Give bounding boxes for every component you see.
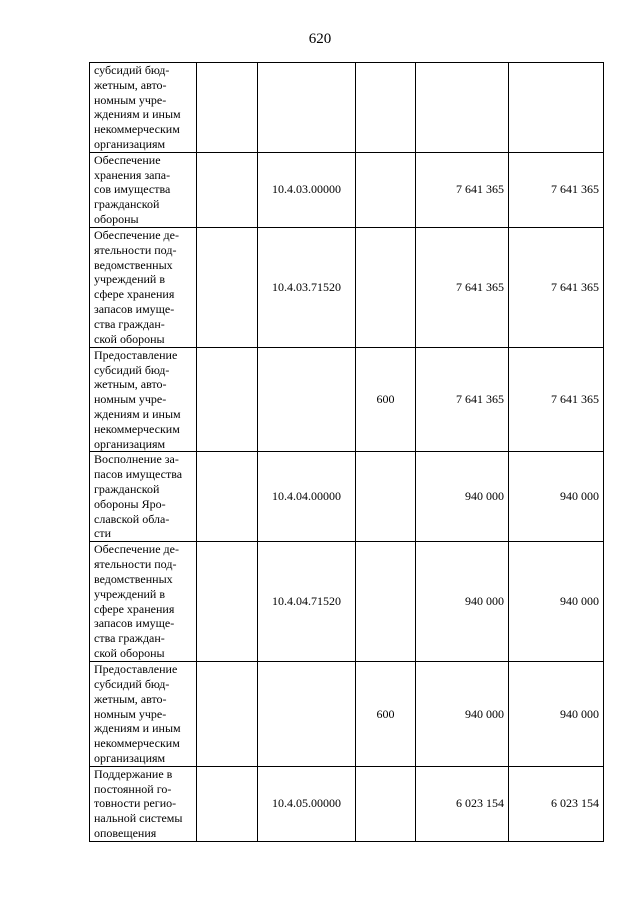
item-name-line: субсидий бюд- <box>94 676 170 691</box>
item-name-line: некоммерческим <box>94 122 180 137</box>
table-row <box>90 347 604 452</box>
amount-cell-2: 7 641 365 <box>509 347 604 452</box>
amount-cell-1: 7 641 365 <box>416 152 509 227</box>
amount-cell-1: 940 000 <box>416 452 509 542</box>
item-name-line: номным учре- <box>94 392 167 407</box>
target-article-code-cell: 10.4.03.00000 <box>258 152 356 227</box>
item-name-line: номным учре- <box>94 706 167 721</box>
item-name-line: Обеспечение де- <box>94 228 179 243</box>
item-name-line: пасов имущества <box>94 467 183 482</box>
item-name-cell <box>90 452 197 542</box>
item-name-line: некоммерческим <box>94 736 180 751</box>
amount-cell-2 <box>509 63 604 153</box>
table-row <box>90 227 604 347</box>
item-name-line: ской обороны <box>94 331 165 346</box>
table-row <box>90 63 604 153</box>
amount-cell-1: 7 641 365 <box>416 227 509 347</box>
amount-cell-1 <box>416 63 509 153</box>
target-article-code-cell: 10.4.04.00000 <box>258 452 356 542</box>
item-name-line: Обеспечение <box>94 152 161 167</box>
item-name-cell <box>90 542 197 662</box>
item-name-line: запасов имуще- <box>94 302 175 317</box>
item-name-line: организациям <box>94 750 166 765</box>
item-name-line: сфере хранения <box>94 601 175 616</box>
target-article-code-cell: 10.4.05.00000 <box>258 766 356 841</box>
item-name-line: Восполнение за- <box>94 452 179 467</box>
item-name-line: Обеспечение де- <box>94 542 179 557</box>
target-article-code-cell: 10.4.04.71520 <box>258 542 356 662</box>
item-name-line: сов имущества <box>94 182 171 197</box>
item-name-line: Предоставление <box>94 347 178 362</box>
expense-type-cell: 600 <box>356 347 416 452</box>
page-number: 620 <box>308 31 332 47</box>
item-name-line: сфере хранения <box>94 287 175 302</box>
expense-type-cell <box>356 152 416 227</box>
expense-type-cell <box>356 452 416 542</box>
empty-cell <box>197 347 258 452</box>
item-name-line: ждениям и иным <box>94 721 181 736</box>
empty-cell <box>197 542 258 662</box>
item-name-cell <box>90 662 197 767</box>
item-name-line: ства граждан- <box>94 316 165 331</box>
table-row <box>90 152 604 227</box>
item-name-line: запасов имуще- <box>94 616 175 631</box>
item-name-line: учреждений в <box>94 586 166 601</box>
item-name-line: субсидий бюд- <box>94 63 170 77</box>
item-name-line: обороны <box>94 211 139 226</box>
item-name-line: славской обла- <box>94 511 170 526</box>
amount-cell-2: 6 023 154 <box>509 766 604 841</box>
target-article-code-cell <box>258 347 356 452</box>
empty-cell <box>197 452 258 542</box>
item-name-line: ведомственных <box>94 257 173 272</box>
item-name-line: жетным, авто- <box>94 377 167 392</box>
table-body <box>90 63 604 842</box>
item-name-cell <box>90 63 197 153</box>
item-name-line: хранения запа- <box>94 167 171 182</box>
item-name-cell <box>90 152 197 227</box>
item-name-line: гражданской <box>94 197 160 212</box>
expense-type-cell <box>356 766 416 841</box>
amount-cell-1: 940 000 <box>416 542 509 662</box>
expense-type-cell <box>356 227 416 347</box>
item-name-line: Поддержание в <box>94 766 173 781</box>
amount-cell-1: 6 023 154 <box>416 766 509 841</box>
item-name-cell <box>90 766 197 841</box>
budget-table <box>89 62 604 842</box>
table-row <box>90 542 604 662</box>
item-name-line: товности регио- <box>94 796 177 811</box>
item-name-line: обороны Яро- <box>94 496 166 511</box>
item-name-line: ятельности под- <box>94 242 177 257</box>
expense-type-cell <box>356 542 416 662</box>
target-article-code-cell <box>258 63 356 153</box>
item-name-line: жетным, авто- <box>94 77 167 92</box>
empty-cell <box>197 227 258 347</box>
table-row <box>90 452 604 542</box>
empty-cell <box>197 152 258 227</box>
item-name-line: ства граждан- <box>94 631 165 646</box>
item-name-line: ждениям и иным <box>94 107 181 122</box>
table-row <box>90 766 604 841</box>
item-name-line: организациям <box>94 136 166 151</box>
amount-cell-2: 940 000 <box>509 542 604 662</box>
item-name-line: оповещения <box>94 825 157 840</box>
empty-cell <box>197 766 258 841</box>
amount-cell-2: 940 000 <box>509 452 604 542</box>
item-name-line: постоянной го- <box>94 781 172 796</box>
item-name-line: нальной системы <box>94 811 183 826</box>
item-name-line: ятельности под- <box>94 557 177 572</box>
empty-cell <box>197 63 258 153</box>
item-name-line: гражданской <box>94 481 160 496</box>
item-name-line: номным учре- <box>94 92 167 107</box>
item-name-cell <box>90 347 197 452</box>
table-row <box>90 662 604 767</box>
item-name-line: Предоставление <box>94 662 178 677</box>
amount-cell-2: 7 641 365 <box>509 227 604 347</box>
amount-cell-2: 940 000 <box>509 662 604 767</box>
expense-type-cell: 600 <box>356 662 416 767</box>
item-name-line: некоммерческим <box>94 421 180 436</box>
item-name-cell <box>90 227 197 347</box>
amount-cell-2: 7 641 365 <box>509 152 604 227</box>
amount-cell-1: 940 000 <box>416 662 509 767</box>
item-name-line: ведомственных <box>94 572 173 587</box>
empty-cell <box>197 662 258 767</box>
target-article-code-cell: 10.4.03.71520 <box>258 227 356 347</box>
target-article-code-cell <box>258 662 356 767</box>
item-name-line: сти <box>94 526 111 541</box>
item-name-line: ской обороны <box>94 646 165 661</box>
item-name-line: жетным, авто- <box>94 691 167 706</box>
item-name-line: организациям <box>94 436 166 451</box>
item-name-line: ждениям и иным <box>94 406 181 421</box>
item-name-line: учреждений в <box>94 272 166 287</box>
amount-cell-1: 7 641 365 <box>416 347 509 452</box>
item-name-line: субсидий бюд- <box>94 362 170 377</box>
expense-type-cell <box>356 63 416 153</box>
